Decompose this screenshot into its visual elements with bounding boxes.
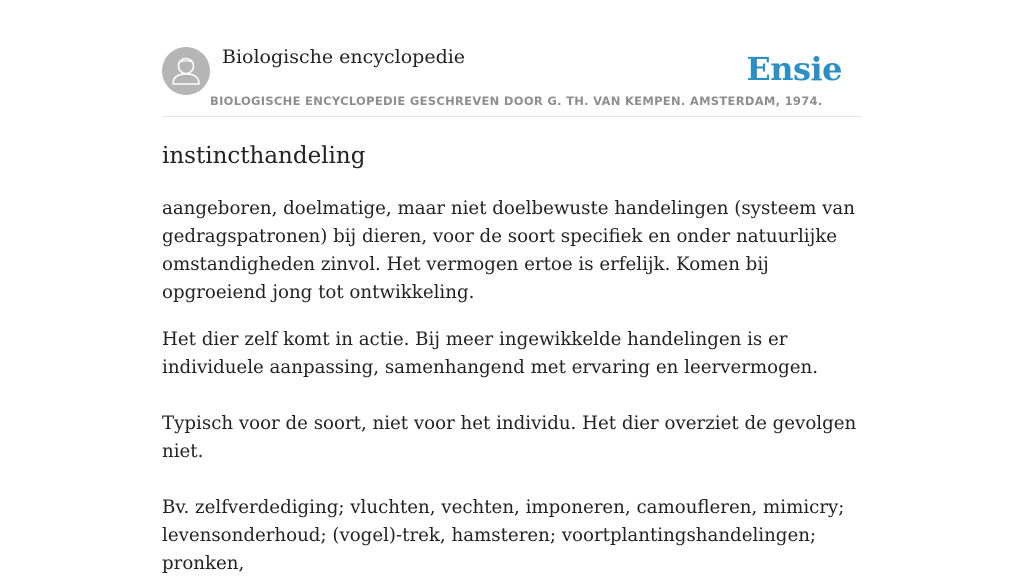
entry-body bbox=[162, 195, 862, 578]
entry-paragraph: Het dier zelf komt in actie. Bij meer ingewikkelde handelingen is er individuele aanpassing, samenhangend met ervaring en leervermogen. bbox=[162, 329, 819, 378]
source-header bbox=[162, 0, 862, 117]
entry-paragraph: Bv. zelfverdediging; vluchten, vechten, imponeren, camoufleren, mimicry; levensonderhoud; (vogel)-trek, hamsteren; voortplantingshandelingen; pronken, bbox=[162, 497, 845, 574]
user-avatar-icon[interactable] bbox=[162, 47, 210, 95]
entry-title: instincthandeling bbox=[162, 143, 366, 169]
source-title-link[interactable]: Biologische encyclopedie bbox=[222, 46, 466, 68]
entry-paragraph: Typisch voor de soort, niet voor het individu. Het dier overziet de gevolgen niet. bbox=[162, 413, 857, 462]
ensie-logo[interactable]: Ensie bbox=[746, 50, 842, 88]
user-outline-icon bbox=[162, 47, 210, 95]
entry-paragraph: aangeboren, doelmatige, maar niet doelbewuste handelingen (systeem van gedragspatronen) bij dieren, voor de soort specifiek en onder natuurlijke omstandigheden zinvol. Het vermogen ertoe is erfelijk. Komen bij opgroeiend jong tot ontwikkeling. bbox=[162, 198, 855, 303]
article-page bbox=[162, 0, 862, 578]
source-subtitle: BIOLOGISCHE ENCYCLOPEDIE GESCHREVEN DOOR G. TH. VAN KEMPEN. AMSTERDAM, 1974. bbox=[210, 94, 823, 108]
